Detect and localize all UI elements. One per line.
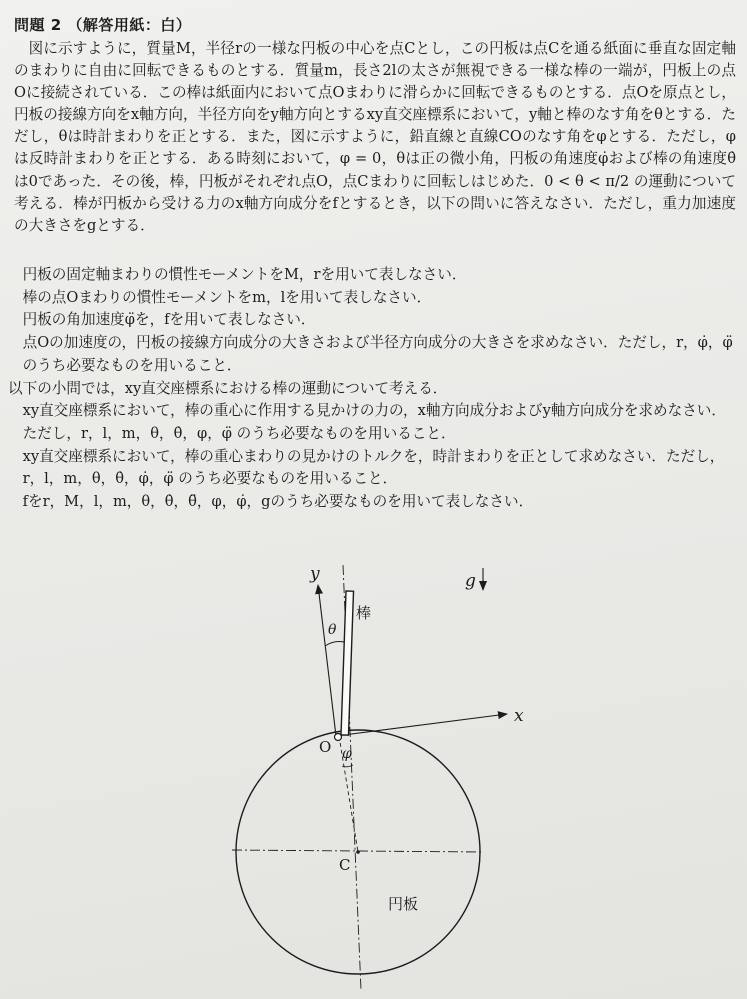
question-7 (8, 491, 736, 514)
question-text: 円板の角加速度φ̈を，fを用いて表しなさい． (22, 311, 316, 329)
y-axis (318, 585, 336, 736)
question-number (0, 400, 23, 423)
point-C (356, 850, 360, 854)
question-3 (8, 309, 736, 332)
label-rod: 棒 (356, 604, 372, 622)
question-number (0, 491, 23, 514)
question-5 (8, 400, 736, 445)
problem-heading: 問題 2 （解答用紙：白） (14, 16, 192, 34)
label-disk: 円板 (388, 895, 419, 913)
question-text: 点Oの加速度の，円板の接線方向成分の大きさおよび半径方向成分の大きさを求めなさい．ただし，r，φ̇，φ̈ のうち必要なものを用いること． (22, 334, 733, 374)
question-text: 棒の点Oまわりの慣性モーメントをm，lを用いて表しなさい． (22, 288, 432, 306)
problem-statement (14, 38, 736, 237)
label-theta: θ (328, 622, 337, 638)
label-C: C (339, 856, 351, 874)
question-number (0, 309, 23, 332)
intro-paragraph: 図に示すように，質量M，半径rの一様な円板の中心を点Cとし，この円板は点Cを通る紙面に垂直な固定軸のまわりに自由に回転できるものとする．質量m，長さ2lの太さが無視できる一様な棒の一端が，円板上の点Oに接続されている．この棒は紙面内において点Oまわりに滑らかに回転できるものとする．点Oを原点とし，円板の接線方向をx軸方向，半径方向をy軸方向とするxy直交座標系において，y軸と棒のなす角をθとする．ただし，θは時計まわりを正とする．また，図に示すように，鉛直線と直線COのなす角をφとする．ただし，φは反時計まわりを正とする．ある時刻において，φ = 0，θは正の微小角，円板の角速度φ̇および棒の角速度θ̇は0であった．その後，棒，円板がそれぞれ点O，点Cまわりに回転しはじめた．0 < θ < π/2 の運動について考える．棒が円板から受ける力のx軸方向成分をfとするとき，以下の問いに答えなさい．ただし，重力加速度の大きさをgとする． (14, 40, 736, 234)
label-O: O (319, 738, 332, 756)
question-number (0, 264, 23, 287)
question-text: 円板の固定軸まわりの慣性モーメントをM，rを用いて表しなさい． (22, 266, 467, 283)
question-list (8, 264, 736, 514)
rod (341, 591, 354, 735)
label-phi: φ (342, 746, 352, 762)
subsection-lead: 以下の小問では，xy直交座標系における棒の運動について考える． (8, 379, 448, 397)
theta-arc (325, 642, 344, 647)
question-1 (8, 264, 736, 287)
question-number (0, 446, 23, 469)
point-O (335, 734, 342, 741)
label-g: g (465, 571, 476, 591)
question-6 (8, 446, 736, 491)
question-number (0, 332, 23, 355)
mechanics-figure (0, 545, 747, 999)
x-axis (336, 714, 507, 736)
question-text: xy直交座標系において，棒の重心に作用する見かけの力の，x軸方向成分およびy軸方向成分を求めなさい．ただし，r，l，m，θ，θ̇，φ，φ̈ のうち必要なものを用いること． (22, 402, 726, 442)
question-text: xy直交座標系において，棒の重心まわりの見かけのトルクを，時計まわりを正として求めなさい．ただし，r，l，m，θ，θ̇，φ̇，φ̈ のうち必要なものを用いること． (22, 447, 725, 488)
label-y: y (310, 564, 320, 584)
question-4 (8, 332, 736, 377)
question-text: fをr，M，l，m，θ，θ̇，θ̈，φ，φ̇，gのうち必要なものを用いて表しなさい． (22, 493, 534, 511)
question-number (0, 287, 23, 310)
question-2 (8, 287, 736, 310)
label-x: x (514, 706, 524, 726)
